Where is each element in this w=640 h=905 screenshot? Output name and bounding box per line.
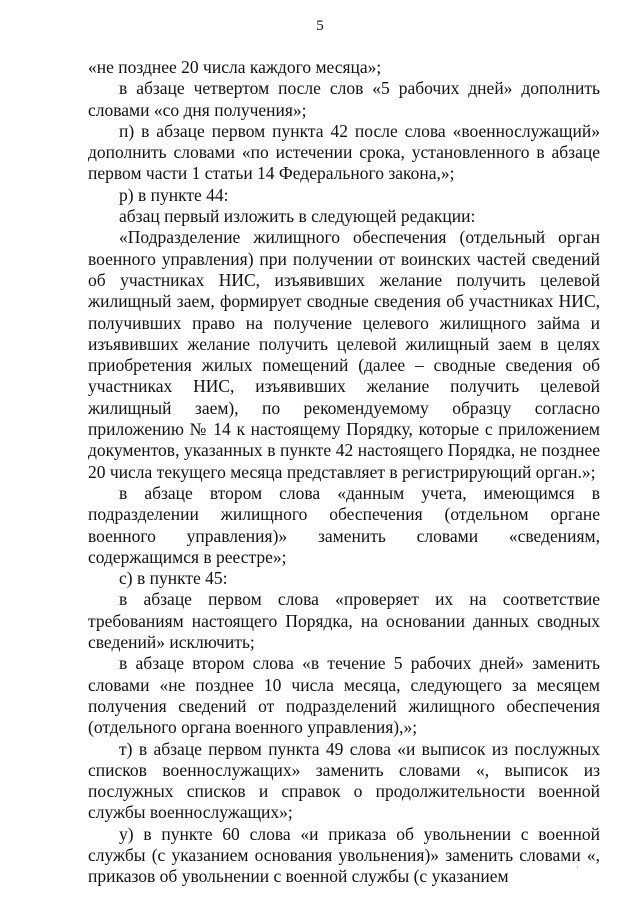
paragraph-second-para-edit: в абзаце втором слова «данным учета, имеющимся в подразделении жилищного обеспечения (отдельном органе военного управления)» заменить словами «сведениям, содержащимся в реестре»;	[88, 482, 600, 567]
paragraph-quoted-new-text: «Подразделение жилищного обеспечения (отдельный орган военного управления) при получении от воинских частей сведений об участниках НИС, изъявивших желание получить целевой жилищный заем, формирует сводные сведения об участниках НИС, получивших право на получение целевого жилищного займа и изъявивших желание получить целевой жилищный заем в целях приобретения жилых помещений (далее – сводные сведения об участниках НИС, изъявивших желание получить целевой жилищный заем), по рекомендуемому образцу согласно приложению № 14 к настоящему Порядку, которые с приложением документов, указанных в пункте 42 настоящего Порядка, не позднее 20 числа текущего месяца представляет в регистрирующий орган.»;	[88, 227, 600, 482]
paragraph-item-s-point45: с) в пункте 45:	[119, 568, 228, 589]
paragraph-45-first-para: в абзаце первом слова «проверяет их на соответствие требованиям настоящего Порядка, на основании данных сводных сведений» исключить;	[88, 589, 600, 653]
page-number: 5	[316, 18, 324, 34]
paragraph-item-t-point49: т) в абзаце первом пункта 49 слова «и выписок из послужных списков военнослужащих» заменить словами «, выписок из послужных списков и справок о продолжительности военной службы военнослужащих»;	[88, 738, 600, 823]
paragraph-item-r-point44: р) в пункте 44:	[119, 184, 229, 205]
paragraph-45-second-para: в абзаце втором слова «в течение 5 рабочих дней» заменить словами «не позднее 10 числа месяца, следующего за месяцем получения сведений от подразделений жилищного обеспечения (отдельного органа военного управления),»;	[88, 653, 600, 738]
paragraph-continuation: «не позднее 20 числа каждого месяца»;	[88, 57, 382, 77]
pen-mark	[573, 836, 587, 870]
paragraph-first-para-edit: абзац первый изложить в следующей редакции:	[119, 206, 476, 227]
paragraph-item-u-point60: у) в пункте 60 слова «и приказа об увольнении с военной службы (с указанием основания увольнения)» заменить словами «, приказов об увольнении с военной службы (с указанием	[88, 823, 600, 887]
paragraph-amendment-para4: в абзаце четвертом после слов «5 рабочих дней» дополнить словами «со дня получения»;	[88, 78, 600, 120]
paragraph-item-p-point42: п) в абзаце первом пункта 42 после слова «военнослужащий» дополнить словами «по истечении срока, установленного в абзаце первом части 1 статьи 14 Федерального закона,»;	[88, 120, 600, 184]
document-body	[88, 57, 600, 888]
